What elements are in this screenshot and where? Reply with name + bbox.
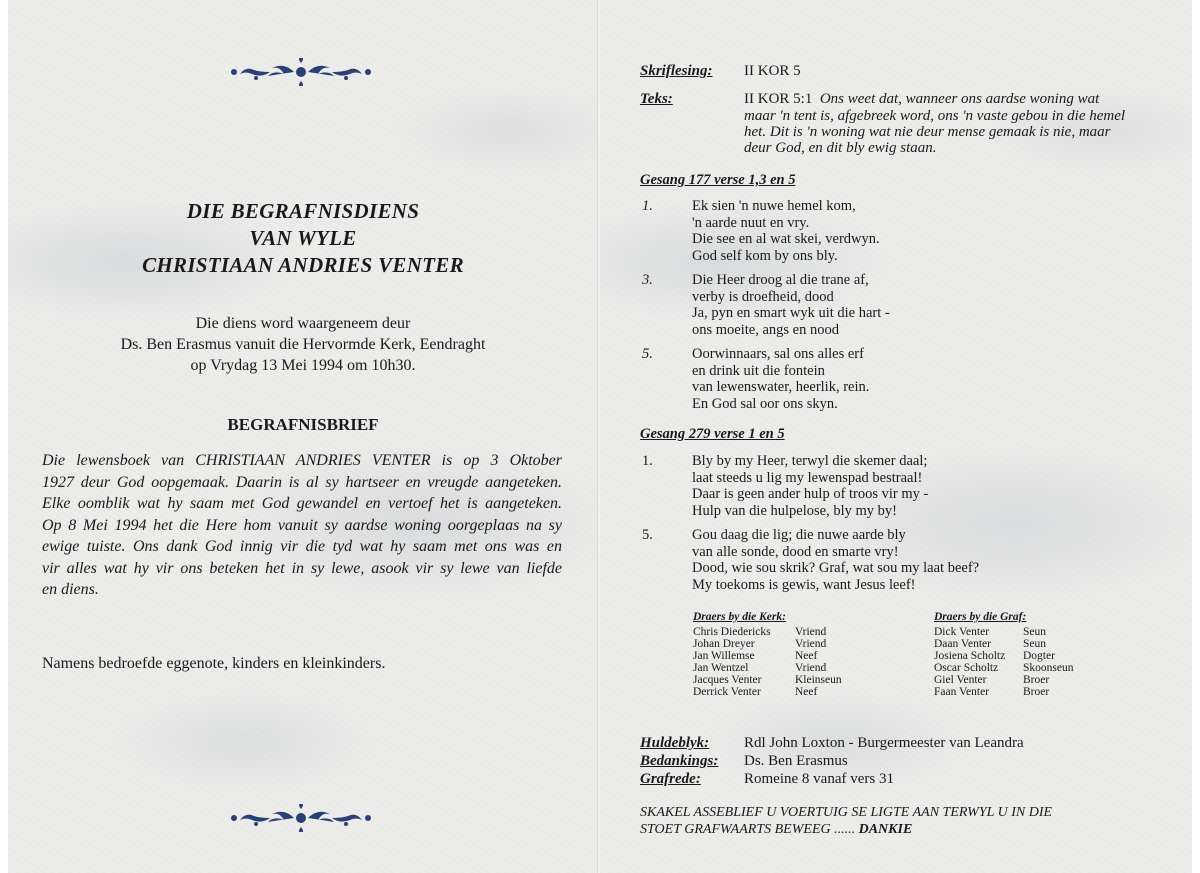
teks-label: Teks: [640, 91, 673, 107]
bedankings-label: Bedankings: [640, 753, 719, 769]
huldeblyk-value: Rdl John Loxton - Burgermeester van Leandra [744, 735, 1024, 751]
verse-line: van lewenswater, heerlik, rein. [692, 379, 870, 395]
service-info-line-3: op Vrydag 13 Mei 1994 om 10h30. [190, 357, 416, 374]
table-row: Vriend [795, 662, 827, 674]
table-row: Seun [1023, 638, 1046, 650]
bottom-ornament-icon [226, 804, 376, 832]
verse-line: Ek sien 'n nuwe hemel kom, [692, 198, 856, 214]
service-info-line-1: Die diens word waargeneem deur [195, 315, 411, 332]
brief-text [42, 450, 562, 601]
notice-line-2 [640, 822, 912, 838]
hymn1-verse3-number: 3. [642, 272, 653, 288]
table-row: Oscar Scholtz [934, 662, 999, 674]
teks-line-4: deur God, en dit bly ewig staan. [744, 140, 937, 156]
brief-line: Elke oomblik wat hy saam met God gewandel en vertoef het is aangeteken. [42, 495, 562, 512]
notice-thanks: DANKIE [858, 822, 913, 837]
notice-line-1: SKAKEL ASSEBLIEF U VOERTUIG SE LIGTE AAN TERWYL U IN DIE [640, 805, 1053, 820]
teks-line-1 [744, 91, 1099, 108]
hymn1-verse1 [692, 198, 880, 264]
bearers-grave-relations [1023, 626, 1073, 698]
bearers-church-names [693, 626, 771, 698]
table-row: Dogter [1023, 650, 1055, 662]
grafrede-label: Grafrede: [640, 771, 701, 787]
table-row: Faan Venter [934, 686, 990, 698]
table-row: Jacques Venter [693, 674, 762, 686]
table-row: Vriend [795, 638, 827, 650]
left-page [8, 0, 598, 873]
table-row: Broer [1023, 674, 1050, 686]
table-row: Daan Venter [934, 638, 991, 650]
verse-line: Die see en al wat skei, verdwyn. [692, 231, 880, 247]
table-row: Giel Venter [934, 674, 987, 686]
verse-line: ons moeite, angs en nood [692, 321, 839, 338]
brief-line: vir alles wat hy vir ons beteken het in sy lewe, asook vir sy lewe van liefde [42, 559, 562, 577]
table-row: Derrick Venter [693, 686, 761, 698]
table-row: Dick Venter [934, 626, 990, 638]
verse-line: en drink uit die fontein [692, 362, 825, 379]
table-row: Johan Dreyer [693, 638, 755, 650]
grafrede-value: Romeine 8 vanaf vers 31 [744, 771, 894, 787]
skriflesing-value: II KOR 5 [744, 63, 801, 79]
hymn2-verse5 [692, 527, 979, 593]
bearers-grave-title: Draers by die Graf: [934, 611, 1027, 623]
bearers-grave-names [934, 626, 1005, 698]
title-line-2: VAN WYLE [249, 226, 357, 250]
teks-ref: II KOR 5:1 [744, 91, 813, 107]
table-row: Jan Willemse [693, 650, 755, 662]
brief-line: Op 8 Mei 1994 het die Here hom vanuit sy aardse woning oorgeplaas na sy [42, 516, 562, 534]
table-row: Josiena Scholtz [934, 650, 1006, 662]
verse-line: My toekoms is gewis, want Jesus leef! [692, 576, 916, 593]
brief-line: ewige tuiste. Ons dank God innig vir die tyd wat hy saam met ons was en [42, 538, 562, 555]
title-line-1: DIE BEGRAFNISDIENS [186, 199, 420, 223]
verse-line: Gou daag die lig; die nuwe aarde bly [692, 527, 906, 543]
verse-line: laat steeds u lig my lewenspad bestraal! [692, 469, 923, 486]
hymn2-title: Gesang 279 verse 1 en 5 [640, 426, 785, 442]
service-info-line-2: Ds. Ben Erasmus vanuit die Hervormde Kerk, Eendraght [120, 336, 486, 353]
brief-line: 1927 deur God oopgemaak. Daarin is al sy hartseer en vreugde aangeteken. [42, 473, 562, 491]
teks-line-2: maar 'n tent is, afgebreek word, ons 'n vaste gebou in die hemel [744, 108, 1126, 124]
verse-line: Ja, pyn en smart wyk uit die hart - [692, 305, 890, 321]
hymn1-verse5 [692, 346, 869, 412]
table-row: Vriend [795, 626, 827, 638]
skriflesing-label: Skriflesing: [640, 63, 713, 79]
bearers-church-title: Draers by die Kerk: [693, 611, 786, 623]
bearers-church-relations [795, 626, 842, 698]
table-row: Skoonseun [1023, 662, 1074, 674]
verse-line: God self kom by ons bly. [692, 247, 838, 264]
right-page [600, 0, 1192, 873]
verse-line: Oorwinnaars, sal ons alles erf [692, 346, 864, 362]
closing-line: Namens bedroefde eggenote, kinders en kleinkinders. [42, 655, 386, 672]
table-row: Chris Diedericks [693, 626, 771, 638]
verse-line: verby is droefheid, dood [692, 288, 834, 305]
table-row: Neef [795, 686, 818, 698]
top-ornament-icon [226, 58, 376, 86]
hymn1-verse3 [692, 272, 890, 338]
table-row: Broer [1023, 686, 1050, 698]
hymn2-verse1-number: 1. [642, 453, 653, 469]
title-line-3: CHRISTIAAN ANDRIES VENTER [142, 253, 464, 277]
verse-line: Die Heer droog al die trane af, [692, 272, 869, 288]
table-row: Neef [795, 650, 818, 662]
verse-line: van alle sonde, dood en smarte vry! [692, 543, 899, 560]
hymn1-verse5-number: 5. [642, 346, 653, 362]
teks-line-3: het. Dit is 'n woning wat nie deur mense gemaak is nie, maar [744, 124, 1111, 140]
hymn2-verse1 [692, 453, 928, 519]
verse-line: Bly by my Heer, terwyl die skemer daal; [692, 453, 928, 469]
table-row: Jan Wentzel [693, 662, 749, 674]
table-row: Kleinseun [795, 674, 842, 686]
verse-line: Hulp van die hulpelose, bly my by! [692, 502, 897, 519]
hymn2-verse5-number: 5. [642, 527, 653, 543]
verse-line: 'n aarde nuut en vry. [692, 214, 810, 231]
verse-line: Daar is geen ander hulp of troos vir my - [692, 486, 929, 502]
brief-heading: BEGRAFNISBRIEF [227, 415, 379, 434]
table-row: Seun [1023, 626, 1046, 638]
brief-line: en diens. [42, 581, 99, 598]
teks-text: Ons weet dat, wanneer ons aardse woning wat [819, 91, 1100, 107]
huldeblyk-label: Huldeblyk: [640, 735, 710, 751]
notice-text: STOET GRAFWAARTS BEWEEG ...... [640, 822, 856, 837]
bedankings-value: Ds. Ben Erasmus [744, 753, 848, 769]
hymn1-verse1-number: 1. [642, 198, 653, 214]
hymn1-title: Gesang 177 verse 1,3 en 5 [640, 172, 796, 188]
verse-line: En God sal oor ons skyn. [692, 395, 838, 412]
brief-line: Die lewensboek van CHRISTIAAN ANDRIES VENTER is op 3 Oktober [42, 452, 562, 469]
verse-line: Dood, wie sou skrik? Graf, wat sou my laat beef? [692, 560, 980, 576]
